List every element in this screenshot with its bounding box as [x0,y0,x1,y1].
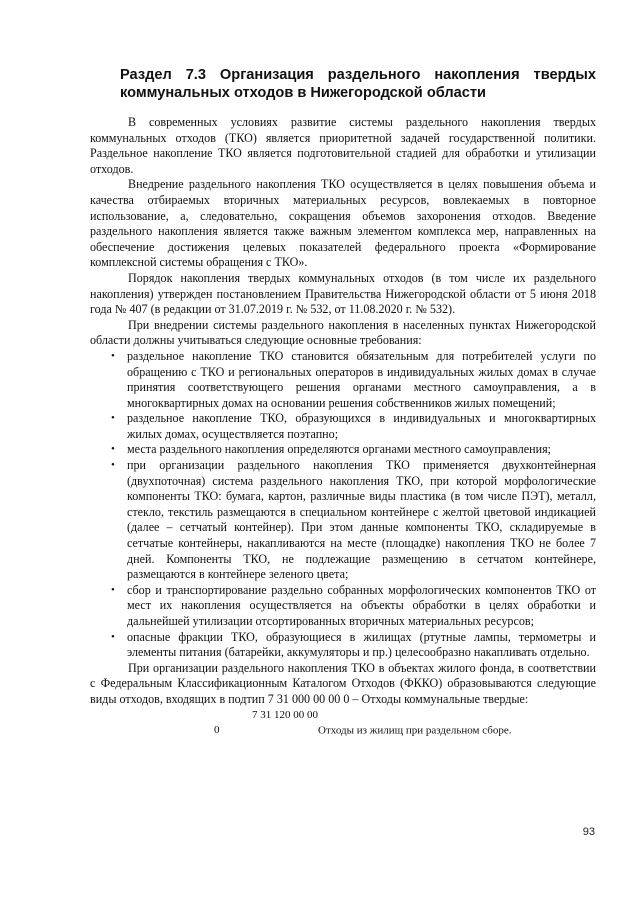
list-item-text: места раздельного накопления определяются органами местного самоуправления; [127,442,552,457]
requirements-list [90,349,596,661]
list-item [90,349,596,411]
paragraph-intro: В современных условиях развитие системы раздельного накопления твердых коммунальных отходов (ТКО) является приоритетной задачей государственной политики. Раздельное накопление ТКО является подготовительной стадией для обработки и утилизации отходов. [90,115,596,176]
list-item-text: раздельное накопление ТКО, образующихся в индивидуальных и многоквартирных жилых домах, осуществляется поэтапно; [127,411,596,441]
paragraph-implementation: Внедрение раздельного накопления ТКО осуществляется в целях повышения объема и качества отбираемых вторичных материальных ресурсов, вовлекаемых в повторное использование, а, следовательно, сокращения объемов захоронения отходов. Введение раздельного накопления является также важным элементом комплекса мер, направленных на обеспечение достижения целевых показателей федерального проекта «Формирование комплексной системы обращения с ТКО». [90,177,596,270]
list-item [90,411,596,442]
section-title: Раздел 7.3 Организация раздельного накопления твердых коммунальных отходов в Нижегородской области [120,67,596,101]
bullet-icon: • [111,459,115,472]
paragraph-closing: При организации раздельного накопления ТКО в объектах жилого фонда, в соответствии с Федеральным Классификационным Каталогом Отходов (ФККО) образовываются следующие виды отходов, входящих в подтип 7 31 000 00 00 0 – Отходы коммунальные твердые: [90,660,596,706]
page-number: 93 [582,826,595,838]
bullet-icon: • [111,349,115,362]
list-item-text: раздельное накопление ТКО становится обязательным для потребителей услуги по обращению с ТКО и региональных операторов в индивидуальных жилых домах в случае принятия соответствующего решения органами местного самоуправления, а в многоквартирных домах на основании решения собственников жилых помещений; [127,348,596,410]
waste-code-line [90,708,596,739]
bullet-icon: • [111,583,115,596]
paragraph-requirements-intro: При внедрении системы раздельного накопления в населенных пунктах Нижегородской области должны учитываться следующие основные требования: [90,317,596,348]
list-item-text: опасные фракции ТКО, образующиеся в жилищах (ртутные лампы, термометры и элементы питания (батарейки, аккумуляторы и пр.) целесообразно накапливать отдельно. [127,629,596,660]
waste-code-description: Отходы из жилищ при раздельном сборе. [318,724,512,737]
paragraph-procedure: Порядок накопления твердых коммунальных отходов (в том числе их раздельного накопления) утвержден постановлением Правительства Нижегородской области от 5 июня 2018 года № 407 (в редакции от 31.07.2019 г. № 532, от 11.08.2020 г. № 532). [90,270,596,317]
list-item [90,583,596,630]
bullet-icon: • [111,630,115,643]
document-body [90,115,596,739]
bullet-icon: • [111,412,115,425]
list-item [90,442,596,458]
bullet-icon: • [111,443,115,456]
list-item [90,458,596,583]
list-item-text: сбор и транспортирование раздельно собранных морфологических компонентов ТКО от мест их накопления осуществляется на объекты обработки в целях обработки и дальнейшей утилизации отсортированных вторичных материальных ресурсов; [127,582,596,628]
list-item-text: при организации раздельного накопления ТКО применяется двухконтейнерная (двухпоточная) система раздельного накопления ТКО, при которой морфологические компоненты ТКО: бумага, картон, различные виды пластика (в том числе ПЭТ), металл, стекло, текстиль размещаются в специальном контейнере с желтой цветовой индикацией (далее – сетчатый контейнер). При этом данные компоненты ТКО, складируемые в сетчатые контейнеры, накапливаются на месте (площадке) накопления ТКО не более 7 дней. Компоненты ТКО, не подлежащие размещению в сетчатом контейнере, размещаются в контейнере зеленого цвета; [127,458,596,582]
waste-code: 7 31 120 00 00 0 [214,708,318,737]
list-item [90,630,596,661]
